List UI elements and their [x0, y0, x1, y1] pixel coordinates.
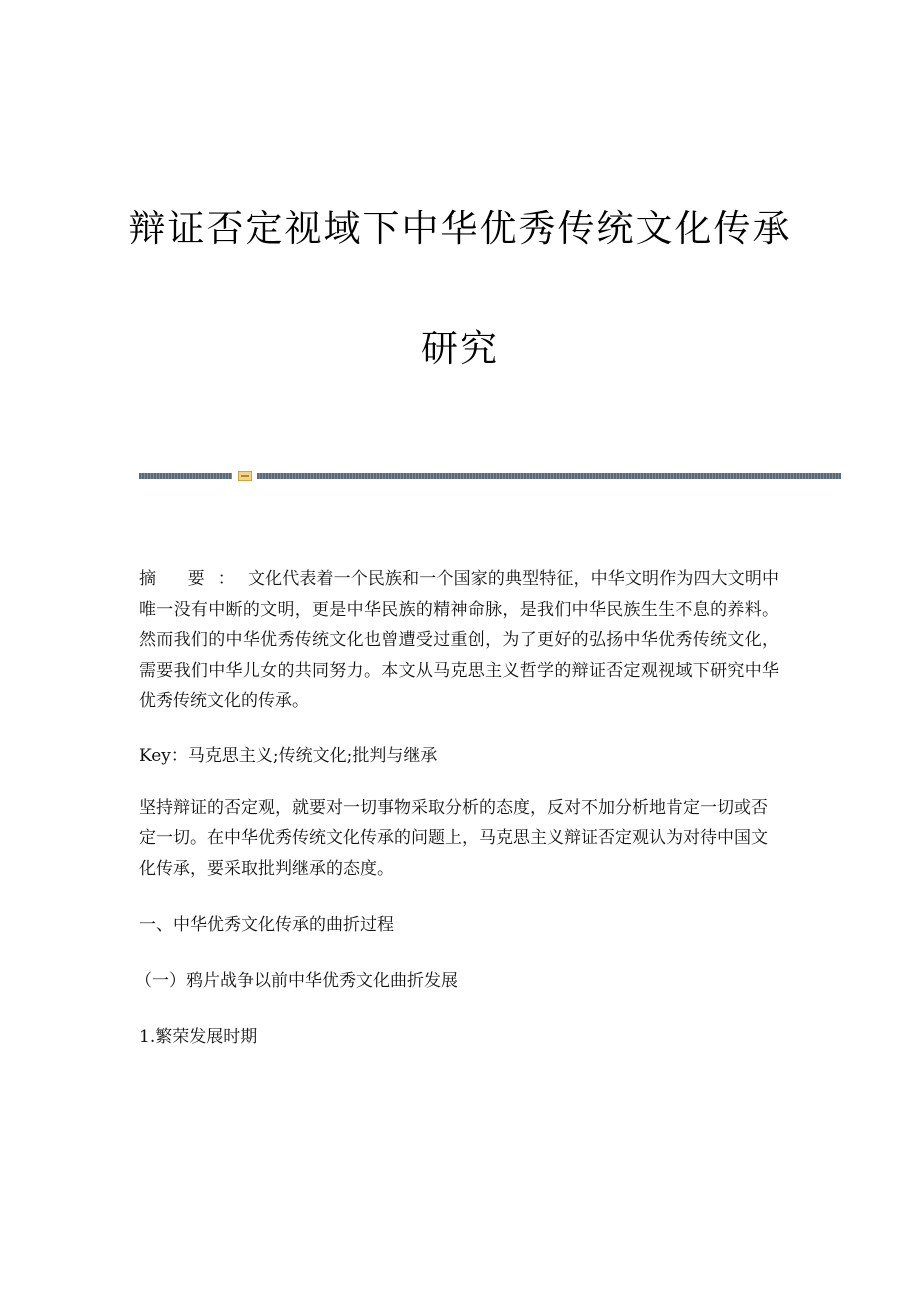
- keywords-text: 马克思主义;传统文化;批判与继承: [187, 745, 438, 766]
- document-title-line-2: 研究: [421, 327, 499, 370]
- document-body: [135, 564, 780, 1052]
- body-paragraph: 坚持辩证的否定观，就要对一切事物采取分析的态度，反对不加分析地肯定一切或否定一切。在中华优秀传统文化传承的问题上，马克思主义辩证否定观认为对待中国文化传承，要采取批判继承的态度。: [139, 797, 768, 879]
- divider-bar-right: [257, 473, 841, 479]
- subsubsection-heading: 1.繁荣发展时期: [139, 1027, 258, 1047]
- abstract-paragraph: [139, 564, 779, 717]
- abstract-label: 摘 要：: [139, 569, 248, 589]
- subsection-heading: （一）鸦片战争以前中华优秀文化曲折发展: [135, 971, 458, 991]
- document-title-line-1: 辩证否定视域下中华优秀传统文化传承: [128, 207, 792, 250]
- title-divider: [139, 471, 841, 481]
- keywords-line: [139, 741, 779, 771]
- keywords-label: Key：: [139, 745, 188, 766]
- divider-bar-left: [139, 473, 232, 479]
- section-heading: 一、中华优秀文化传承的曲折过程: [139, 915, 394, 935]
- divider-ornament-icon: [238, 471, 252, 481]
- abstract-text: 文化代表着一个民族和一个国家的典型特征，中华文明作为四大文明中唯一没有中断的文明，更是中华民族的精神命脉，是我们中华民族生生不息的养料。然而我们的中华优秀传统文化也曾遭受过重创，为了更好的弘扬中华优秀传统文化，需要我们中华儿女的共同努力。本文从马克思主义哲学的辩证否定观视域下研究中华优秀传统文化的传承。: [139, 569, 780, 711]
